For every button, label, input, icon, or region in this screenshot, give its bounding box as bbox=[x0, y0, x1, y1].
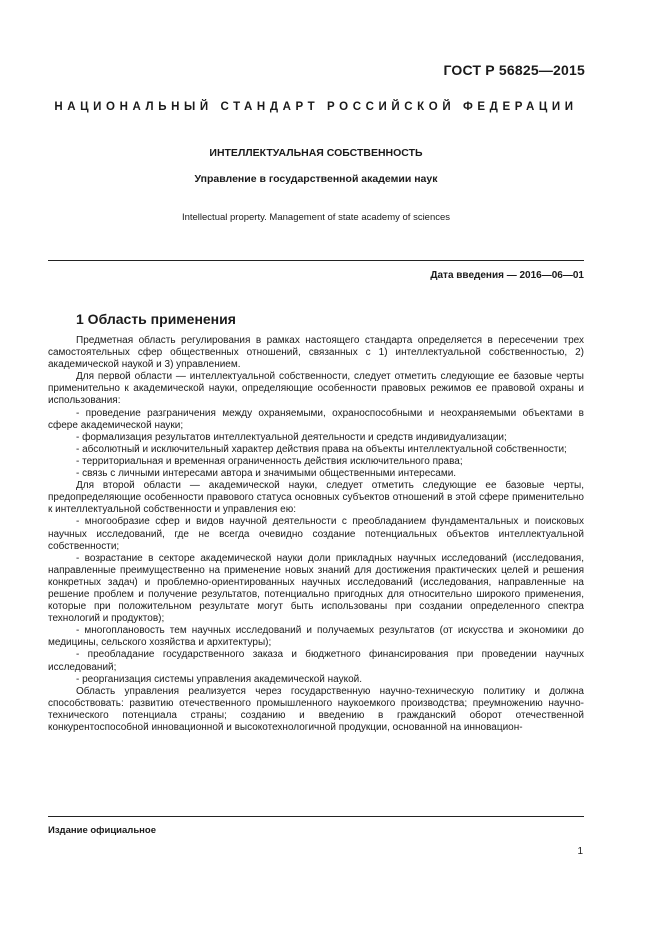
list-item: - связь с личными интересами автора и значимыми общественными интересами. bbox=[76, 468, 457, 480]
section-title: 1 Область применения bbox=[76, 311, 236, 327]
list-item: - территориальная и временная ограниченность действия исключительного права; bbox=[76, 455, 463, 467]
official-edition-label: Издание официальное bbox=[48, 825, 156, 836]
national-standard-heading: НАЦИОНАЛЬНЫЙ СТАНДАРТ РОССИЙСКОЙ ФЕДЕРАЦИИ bbox=[54, 101, 578, 113]
list-item: - возрастание в секторе академической науки доли прикладных научных исследований (исследования, направленные преимущественно на применение новых знаний для достижения практических целей и решения конкретных задач) и проблемно-ориентированных научных исследований (исследования, направленные на решение проблем и получение результатов, потенциально пригодных для относительно широкого применения, которые при положительном результате могут быть использованы при создании определенного спектра технологий и продуктов); bbox=[48, 552, 584, 625]
english-title: Intellectual property. Management of state academy of sciences bbox=[181, 212, 451, 223]
list-item: - преобладание государственного заказа и бюджетного финансирования при проведении научных исследований; bbox=[48, 649, 584, 673]
paragraph: Для второй области — академической науки, следует отметить следующие ее базовые черты, предопределяющие особенности правового статуса основных субъектов отношений в этой сфере применительно к интеллектуальной собственности и управления ею: bbox=[48, 480, 584, 516]
standard-subtitle: Управление в государственной академии наук bbox=[194, 173, 438, 185]
list-item: - многообразие сфер и видов научной деятельности с преобладанием фундаментальных и поисковых научных исследований, где не всегда очевидно создание потенциальных объектов интеллектуальной собственности; bbox=[48, 516, 584, 552]
footer-divider bbox=[48, 816, 584, 817]
paragraph: Предметная область регулирования в рамках настоящего стандарта определяется в пересечении трех самостоятельных сфер общественных отношений, связанных с 1) интеллектуальной собственностью, 2) академической наукой и 3) управлением. bbox=[48, 335, 584, 371]
page-number: 1 bbox=[577, 846, 583, 857]
standard-title: ИНТЕЛЛЕКТУАЛЬНАЯ СОБСТВЕННОСТЬ bbox=[209, 147, 423, 159]
list-item: - абсолютный и исключительный характер действия права на объекты интеллектуальной собственности; bbox=[76, 443, 567, 455]
list-item: - реорганизация системы управления академической наукой. bbox=[76, 673, 363, 685]
paragraph: Для первой области — интеллектуальной собственности, следует отметить следующие ее базовые черты применительно к академической науки, определяющие особенности правовых режимов ее правовой охраны и использования: bbox=[48, 371, 584, 407]
header-divider bbox=[48, 260, 584, 261]
date-of-introduction: Дата введения — 2016—06—01 bbox=[430, 270, 584, 281]
section-body bbox=[48, 335, 584, 734]
list-item: - формализация результатов интеллектуальной деятельности и средств индивидуализации; bbox=[76, 431, 507, 443]
paragraph: Область управления реализуется через государственную научно-техническую политику и должна способствовать: развитию отечественного промышленного наукоемкого производства; преумножению научно-технического потенциала страны; созданию и введению в гражданский оборот отечественной конкурентоспособной инновационной и высокотехнологичной продукции, основанной на инновацион- bbox=[48, 685, 584, 733]
list-item: - многоплановость тем научных исследований и получаемых результатов (от искусства и экономики до медицины, сельского хозяйства и архитектуры); bbox=[48, 625, 584, 649]
gost-number: ГОСТ Р 56825—2015 bbox=[443, 62, 585, 78]
list-item: - проведение разграничения между охраняемыми, охраноспособными и неохраняемыми объектами в сфере академической науки; bbox=[48, 407, 584, 431]
